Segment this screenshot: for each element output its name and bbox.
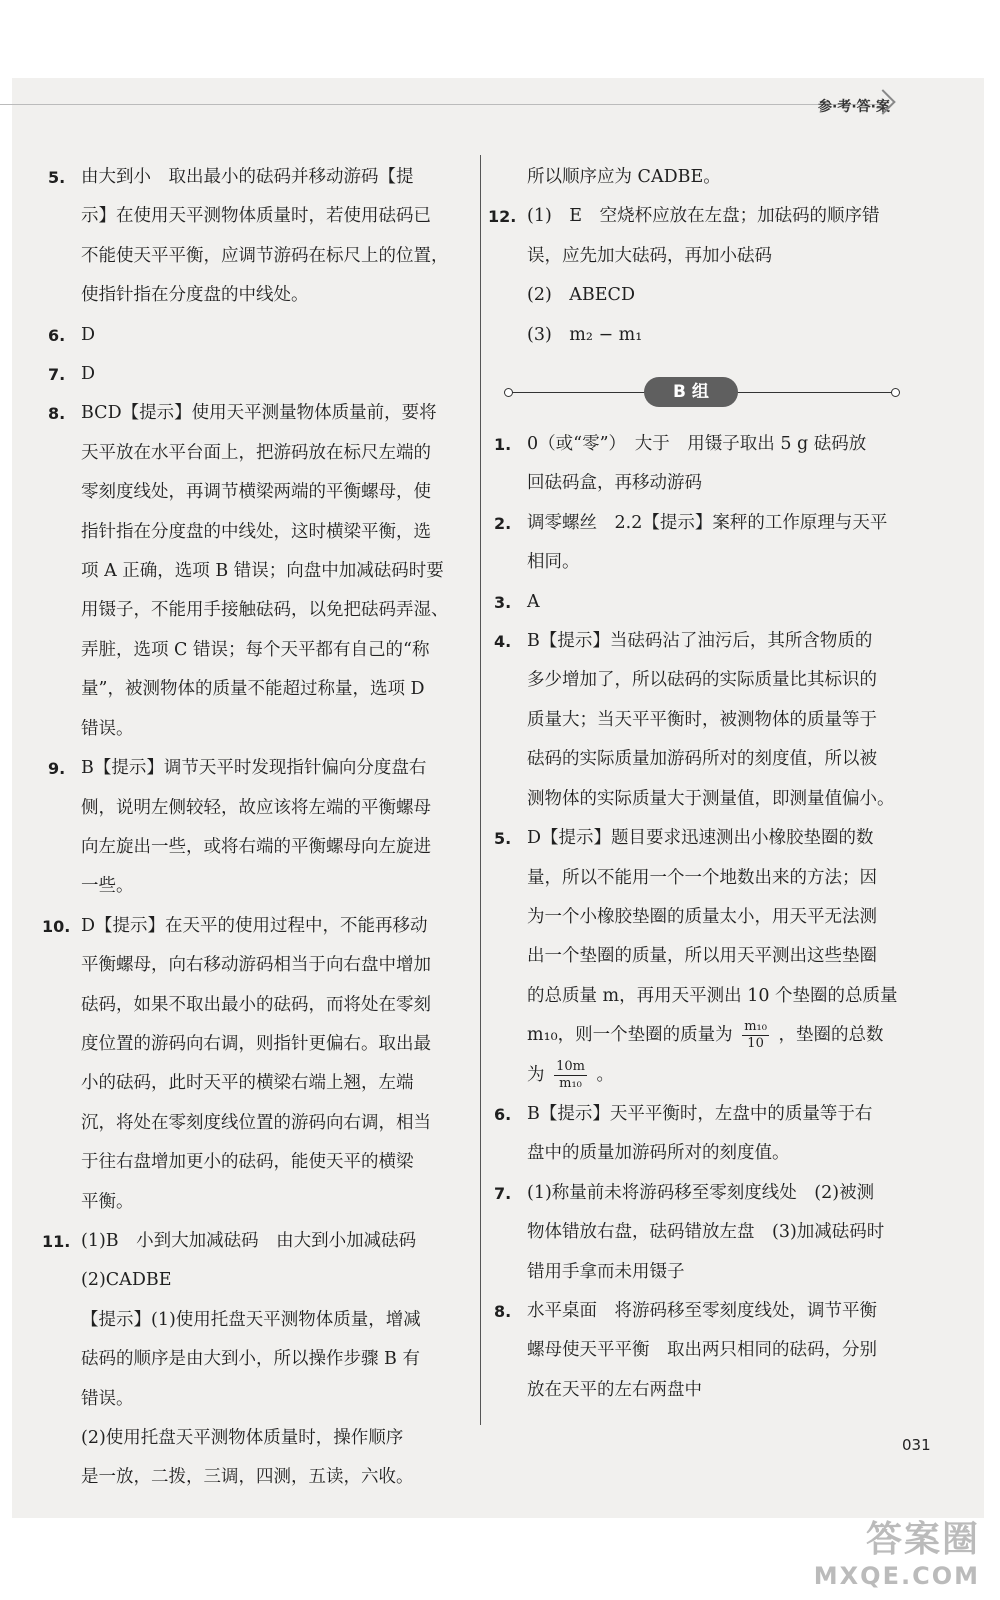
answer-line: 水平桌面 将游码移至零刻度线处，调节平衡 [527, 1300, 877, 1321]
fraction-denominator: m₁₀ [559, 1075, 582, 1091]
answer-line: 为一个小橡胶垫圈的质量太小，用天平无法测 [527, 906, 877, 927]
answer-item [48, 316, 466, 355]
answer-item [42, 1222, 466, 1498]
answer-item [494, 425, 906, 504]
answer-line: 平衡螺母，向右移动游码相当于向右盘中增加 [81, 955, 431, 976]
answer-item [494, 819, 906, 1095]
answer-line: (3) m₂ − m₁ [527, 324, 643, 345]
answer-line: 侧，说明左侧较轻，故应该将左端的平衡螺母 [81, 797, 431, 818]
answer-line: A [527, 591, 540, 612]
answer-item [494, 583, 906, 622]
left-column [42, 158, 466, 1498]
answer-line: D【提示】题目要求迅速测出小橡胶垫圈的数 [527, 828, 874, 849]
answer-line: 误，应先加大砝码，再加小砝码 [527, 245, 772, 266]
item-number: 11. [42, 1231, 71, 1251]
answer-line: B【提示】天平平衡时，左盘中的质量等于右 [527, 1103, 873, 1124]
answer-line: 使指针指在分度盘的中线处。 [81, 285, 309, 306]
answer-line: B【提示】当砝码沾了油污后，其所含物质的 [527, 631, 873, 652]
right-column [488, 158, 906, 1410]
answer-line: 项 A 正确，选项 B 错误；向盘中加减砝码时要 [81, 561, 444, 582]
answer-item [42, 907, 466, 1222]
answer-line: 一些。 [81, 876, 134, 897]
header-rule [0, 104, 880, 105]
answer-line: 调零螺丝 2.2【提示】案秤的工作原理与天平 [527, 512, 888, 533]
group-b-banner [494, 373, 906, 413]
fraction-numerator: 10m [556, 1058, 585, 1074]
fraction-lead-text: m₁₀，则一个垫圈的质量为 [527, 1025, 733, 1046]
answer-line: 质量大；当天平平衡时，被测物体的质量等于 [527, 709, 877, 730]
answer-line: (2)CADBE [81, 1270, 172, 1291]
answer-line: 相同。 [527, 552, 580, 573]
item-number: 4. [494, 632, 512, 652]
item-number: 7. [494, 1183, 512, 1203]
answer-item [494, 1095, 906, 1174]
answer-line: 错误。 [81, 718, 134, 739]
answer-line: D【提示】在天平的使用过程中，不能再移动 [81, 915, 428, 936]
fraction-numerator: m₁₀ [744, 1019, 767, 1035]
answer-line: 的总质量 m，再用天平测出 10 个垫圈的总质量 [527, 985, 898, 1006]
answer-line: 放在天平的左右两盘中 [527, 1379, 702, 1400]
answer-line: 小的砝码，此时天平的横梁右端上翘，左端 [81, 1073, 414, 1094]
answer-line: 度位置的游码向右调，则指针更偏右。取出最 [81, 1033, 431, 1054]
answer-line: 量，所以不能用一个一个地数出来的方法；因 [527, 867, 877, 888]
answer-item [488, 197, 906, 355]
answer-line: (1)B 小到大加减砝码 由大到小加减砝码 [81, 1230, 417, 1251]
item-number: 10. [42, 916, 71, 936]
answer-line: 多少增加了，所以砝码的实际质量比其标识的 [527, 670, 877, 691]
answer-line: 回砝码盒，再移动游码 [527, 473, 702, 494]
site-watermark-logo [814, 1511, 980, 1590]
banner-dot-icon [891, 388, 900, 397]
answer-line: (2)使用托盘天平测物体质量时，操作顺序 [81, 1428, 404, 1448]
item-number: 6. [494, 1104, 512, 1124]
answer-item [494, 504, 906, 583]
answer-line: 由大到小 取出最小的砝码并移动游码【提 [81, 167, 414, 187]
item-number: 12. [488, 207, 517, 227]
watermark-text: 答案圈 [865, 1519, 980, 1560]
answer-line-fraction [527, 1016, 906, 1055]
item-number: 6. [48, 325, 66, 345]
answer-line: D [81, 364, 96, 385]
answer-line: D [81, 324, 96, 345]
answer-line: 0（或“零”） 大于 用镊子取出 5 g 砝码放 [527, 434, 867, 455]
answer-line: (1)称量前未将游码移至零刻度线处 (2)被测 [527, 1182, 875, 1203]
answer-line: 出一个垫圈的质量，所以用天平测出这些垫圈 [527, 946, 877, 967]
answer-line: 砝码的顺序是由大到小，所以操作步骤 B 有 [81, 1349, 420, 1370]
item-number: 8. [48, 404, 66, 424]
answer-line: 盘中的质量加游码所对的刻度值。 [527, 1143, 790, 1164]
watermark-url: MXQE.COM [813, 1562, 980, 1590]
answer-line: 错用手拿而未用镊子 [527, 1261, 685, 1282]
fraction-10m-over-m10 [554, 1059, 587, 1092]
item-number: 5. [48, 168, 66, 187]
answer-line: (2) ABECD [527, 285, 635, 306]
column-divider [480, 155, 481, 1425]
answer-item [48, 158, 466, 316]
answer-line: 砝码的实际质量加游码所对的刻度值，所以被 [527, 749, 877, 770]
answer-line: 【提示】(1)使用托盘天平测物体质量，增减 [81, 1309, 421, 1330]
item-number: 5. [494, 829, 512, 849]
item-number: 8. [494, 1301, 512, 1321]
answer-line: 是一放，二拨，三调，四测，五读，六收。 [81, 1467, 414, 1488]
answer-item [48, 394, 466, 749]
answer-line: 弄脏，选项 C 错误；每个天平都有自己的“称 [81, 639, 430, 660]
answer-line: 示】在使用天平测物体质量时，若使用砝码已 [81, 206, 431, 227]
fraction-lead-text: 为 [527, 1064, 545, 1085]
answer-item [48, 749, 466, 907]
item-number: 3. [494, 592, 512, 612]
answer-line: 沉，将处在零刻度线位置的游码向右调，相当 [81, 1112, 431, 1133]
answer-line: B【提示】调节天平时发现指针偏向分度盘右 [81, 758, 427, 779]
page-number: 031 [902, 1436, 931, 1454]
answer-item [494, 1174, 906, 1292]
answer-line: 向左旋出一些，或将右端的平衡螺母向左旋进 [81, 836, 431, 857]
answer-line-fraction [527, 1056, 906, 1095]
fraction-denominator: 10 [747, 1036, 764, 1052]
item-number: 7. [48, 365, 66, 385]
answer-line: 砝码，如果不取出最小的砝码，而将处在零刻 [81, 994, 431, 1015]
answer-line: 不能使天平平衡，应调节游码在标尺上的位置， [81, 245, 449, 266]
item-number: 2. [494, 513, 512, 533]
answer-item [48, 355, 466, 394]
answer-line: 用镊子，不能用手接触砝码，以免把砝码弄湿、 [81, 600, 449, 621]
group-b-label: B 组 [644, 377, 738, 407]
continued-line: 所以顺序应为 CADBE。 [527, 167, 721, 187]
fraction-m10-over-10 [742, 1019, 769, 1052]
answer-line: 量”，被测物体的质量不能超过称量，选项 D [81, 679, 425, 700]
answer-line: 平衡。 [81, 1191, 134, 1212]
answer-line: 螺母使天平平衡 取出两只相同的砝码，分别 [527, 1340, 877, 1361]
answer-line: BCD【提示】使用天平测量物体质量前，要将 [81, 403, 437, 424]
fraction-mid-text: ，垫圈的总数 [778, 1025, 884, 1046]
answer-line: 错误。 [81, 1388, 134, 1409]
fraction-tail-text: 。 [596, 1064, 615, 1085]
header-title: 参·考·答·案 [818, 99, 890, 115]
item-number: 9. [48, 759, 66, 779]
answer-line: 于往右盘增加更小的砝码，能使天平的横梁 [81, 1152, 414, 1173]
answer-line: 天平放在水平台面上，把游码放在标尺左端的 [81, 442, 431, 463]
answer-item [494, 622, 906, 819]
item-number: 1. [494, 435, 512, 455]
answer-line: 物体错放右盘，砝码错放左盘 (3)加减砝码时 [527, 1222, 885, 1243]
banner-dot-icon [504, 388, 513, 397]
answer-line: 测物体的实际质量大于测量值，即测量值偏小。 [527, 788, 895, 809]
answer-line: 零刻度线处，再调节横梁两端的平衡螺母，使 [81, 482, 431, 503]
answer-line: 指针指在分度盘的中线处，这时横梁平衡，选 [81, 521, 431, 542]
answer-item [494, 1292, 906, 1410]
answer-line: (1) E 空烧杯应放在左盘；加砝码的顺序错 [527, 206, 880, 227]
